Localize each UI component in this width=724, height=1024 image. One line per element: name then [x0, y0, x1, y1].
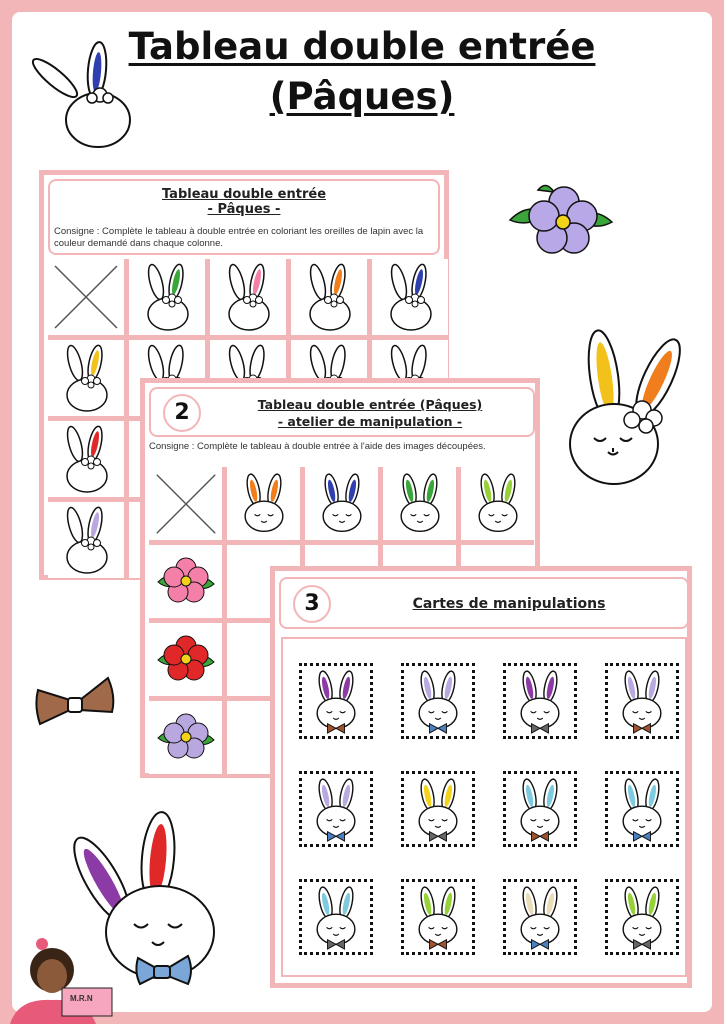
- grid-column-header: [291, 259, 367, 335]
- bunny-face-icon: [507, 884, 573, 950]
- flower-icon: [156, 552, 216, 612]
- worksheet-page-3: [270, 566, 692, 988]
- bunny-face-icon: [609, 884, 675, 950]
- grid-corner-cell: [149, 467, 222, 540]
- main-title-line1: Tableau double entrée: [128, 25, 596, 68]
- bunny-face-icon: [405, 668, 471, 734]
- manipulation-card[interactable]: [605, 771, 679, 847]
- grid-column-header: [461, 467, 534, 540]
- grid-column-header: [210, 259, 286, 335]
- manipulation-card[interactable]: [401, 879, 475, 955]
- page1-title-line2: - Pâques -: [207, 202, 281, 217]
- author-mascot-icon: [4, 930, 114, 1024]
- manipulation-card[interactable]: [401, 771, 475, 847]
- bunny-face-icon: [387, 471, 453, 537]
- bunny-face-icon: [309, 471, 375, 537]
- grid-row-header: [149, 701, 222, 774]
- bunny-with-flower-icon: [294, 262, 364, 332]
- flower-icon: [156, 708, 216, 768]
- page2-title-line1: Tableau double entrée (Pâques): [257, 397, 483, 412]
- empty-corner-cross: [153, 471, 219, 537]
- bunny-face-icon: [405, 884, 471, 950]
- grid-column-header: [129, 259, 205, 335]
- bunny-with-flower-icon: [51, 343, 121, 413]
- grid-row-header: [48, 340, 124, 416]
- flower-icon: [156, 630, 216, 690]
- manipulation-card[interactable]: [503, 771, 577, 847]
- bunny-with-flower-icon: [51, 424, 121, 494]
- bunny-face-icon: [303, 668, 369, 734]
- grid-column-header: [305, 467, 378, 540]
- grid-column-header: [227, 467, 300, 540]
- page2-header: [149, 387, 535, 437]
- purple-flower-decoration-icon: [508, 180, 614, 258]
- author-logo-text: M.R.N: [70, 994, 93, 1003]
- bunny-face-icon: [231, 471, 297, 537]
- page2-number-badge: 2: [163, 394, 201, 432]
- manipulation-card[interactable]: [401, 663, 475, 739]
- manipulation-card[interactable]: [299, 771, 373, 847]
- grid-row-header: [48, 502, 124, 578]
- bunny-face-icon: [303, 776, 369, 842]
- manipulation-card[interactable]: [503, 663, 577, 739]
- grid-row-header: [149, 623, 222, 696]
- grid-row-header: [48, 421, 124, 497]
- grid-corner-cell: [48, 259, 124, 335]
- bunny-head-decoration-icon: [30, 38, 135, 150]
- manipulation-card[interactable]: [503, 879, 577, 955]
- page3-card-grid: [281, 637, 687, 977]
- page3-number-badge: 3: [293, 585, 331, 623]
- bunny-face-icon: [405, 776, 471, 842]
- page1-header: [48, 179, 440, 255]
- manipulation-card[interactable]: [605, 663, 679, 739]
- main-title-line2: (Pâques): [269, 75, 455, 118]
- page1-instruction: Consigne : Complète le tableau à double entrée en coloriant les oreilles de lapin avec la couleur demandé dans chaque colonne.: [54, 226, 424, 249]
- bunny-face-icon: [465, 471, 531, 537]
- grid-column-header: [372, 259, 448, 335]
- bunny-face-icon: [507, 668, 573, 734]
- empty-corner-cross: [51, 262, 121, 332]
- bunny-face-icon: [609, 668, 675, 734]
- page2-instruction: Consigne : Complète le tableau à double entrée à l'aide des images découpées.: [149, 441, 486, 452]
- page3-header: [279, 577, 689, 629]
- bunny-face-icon: [507, 776, 573, 842]
- manipulation-card[interactable]: [299, 663, 373, 739]
- bunny-face-icon: [609, 776, 675, 842]
- bow-tie-decoration-icon: [34, 676, 116, 732]
- bunny-with-flower-icon: [51, 505, 121, 575]
- manipulation-card[interactable]: [605, 879, 679, 955]
- grid-row-header: [149, 545, 222, 618]
- bunny-face-decoration-icon: [568, 326, 694, 488]
- page2-title-line2: - atelier de manipulation -: [277, 414, 463, 429]
- manipulation-card[interactable]: [299, 879, 373, 955]
- page3-title: Cartes de manipulations: [412, 596, 606, 612]
- bunny-with-flower-icon: [132, 262, 202, 332]
- bunny-with-flower-icon: [213, 262, 283, 332]
- page1-title-line1: Tableau double entrée: [161, 187, 327, 202]
- bunny-with-flower-icon: [375, 262, 445, 332]
- grid-column-header: [383, 467, 456, 540]
- bunny-face-icon: [303, 884, 369, 950]
